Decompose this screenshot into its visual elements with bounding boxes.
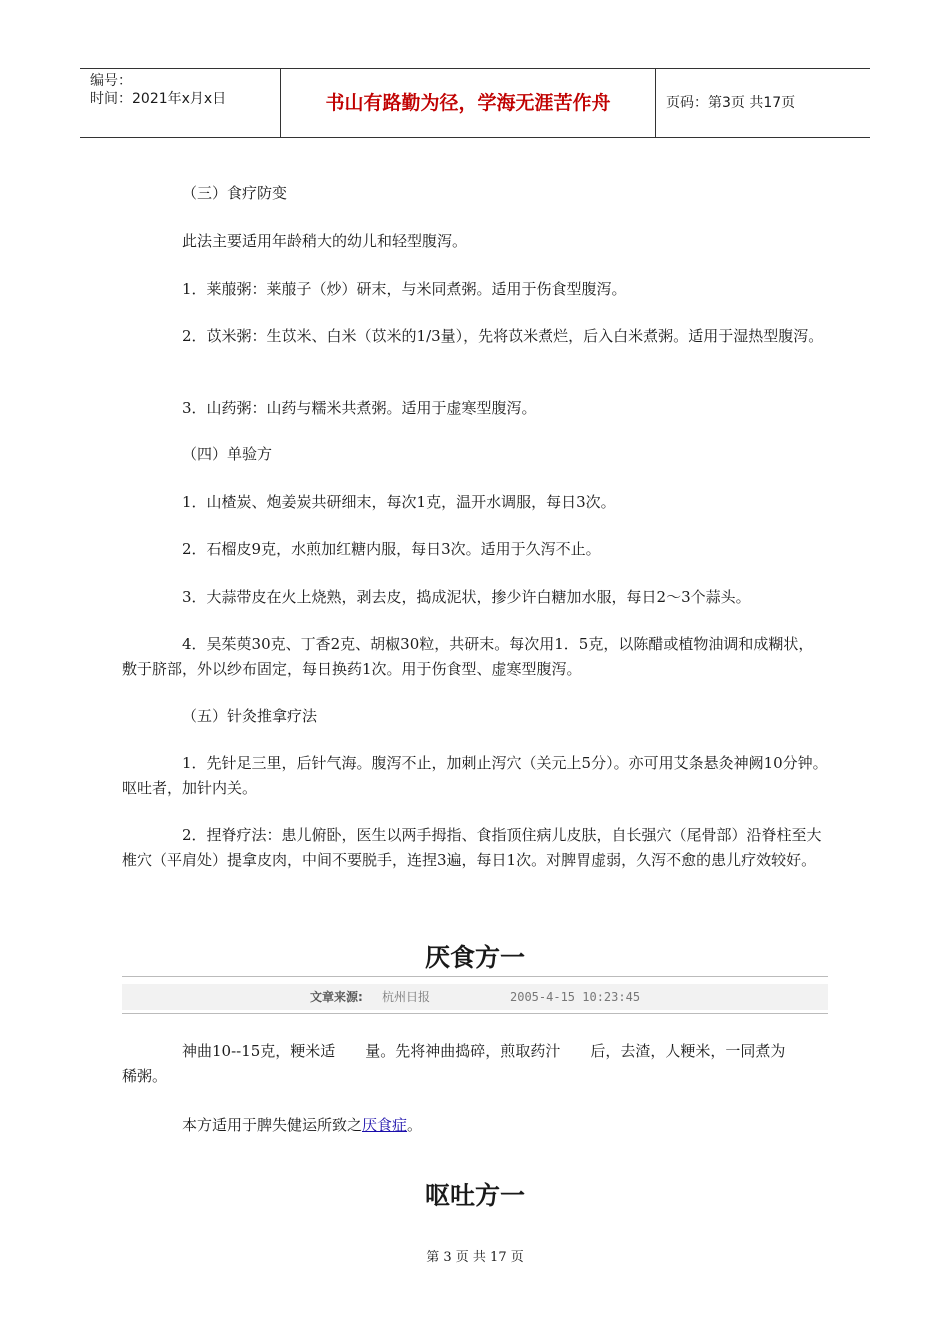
section-5-item-2: 2．捏脊疗法：患儿俯卧，医生以两手拇指、食指顶住病儿皮肤，自长强穴（尾骨部）沿脊柱至大椎穴（平肩处）提拿皮肉，中间不要脱手，连捏3遍，每日1次。对脾胃虚弱，久泻不愈的患儿疗效较好。	[122, 826, 822, 869]
article-1-paragraph-2	[122, 1113, 828, 1138]
article-1-title: 厌食方一	[424, 943, 525, 972]
section-4-heading: （四）单验方	[182, 445, 273, 463]
section-4-item-1: 1．山楂炭、炮姜炭共研细末，每次1克，温开水调服，每日3次。	[182, 493, 616, 511]
section-3-item-2: 2．苡米粥：生苡米、白米（苡米的1/3量），先将苡米煮烂，后入白米煮粥。适用于湿热型腹泻。	[182, 327, 824, 345]
header-page-info: 页码：第3页 共17页	[666, 95, 796, 111]
section-4-item-4: 4．吴茱萸30克、丁香2克、胡椒30粒，共研末。每次用1．5克，以陈醋或植物油调和成糊状，敷于脐部，外以纱布固定，每日换药1次。用于伤食型、虚寒型腹泻。	[122, 635, 814, 678]
article-1-paragraph-1: 神曲10--15克，粳米适 量。先将神曲捣碎，煎取药汁 后，去渣，人粳米，一同煮为 稀粥。	[122, 1042, 816, 1085]
paragraph-2-suffix: 。	[407, 1116, 423, 1134]
section-4-item-3: 3．大蒜带皮在火上烧熟，剥去皮，捣成泥状，掺少许白糖加水服，每日2～3个蒜头。	[182, 588, 751, 606]
paragraph-2-prefix: 本方适用于脾失健运所致之	[182, 1116, 363, 1134]
publish-datetime: 2005-4-15 10:23:45	[510, 990, 641, 1004]
section-5-item-1: 1．先针足三里，后针气海。腹泻不止，加刺止泻穴（关元上5分）。亦可用艾条悬灸神阙10分钟。呕吐者，加针内关。	[122, 754, 828, 797]
document-header	[80, 68, 870, 138]
page-footer: 第 3 页 共 17 页	[426, 1250, 524, 1265]
article-1-meta	[122, 984, 828, 1010]
article-2-title: 呕吐方一	[424, 1181, 525, 1210]
section-3-intro: 此法主要适用年龄稍大的幼儿和轻型腹泻。	[182, 232, 468, 250]
section-3-item-1: 1．莱菔粥：莱菔子（炒）研末，与米同煮粥。适用于伤食型腹泻。	[182, 280, 627, 298]
header-left-cell	[80, 69, 280, 137]
source-label: 文章来源:	[310, 990, 363, 1004]
anorexia-link[interactable]: 厌食症	[362, 1116, 408, 1134]
source-name: 杭州日报	[382, 990, 431, 1004]
date-label: 时间：2021年x月x日	[90, 91, 227, 107]
serial-number-label: 编号：	[90, 73, 132, 89]
article-1-divider	[122, 976, 828, 977]
section-3-item-3: 3．山药粥：山药与糯米共煮粥。适用于虚寒型腹泻。	[182, 399, 537, 417]
article-1-meta-divider	[122, 1013, 828, 1014]
section-3-heading: （三）食疗防变	[182, 184, 288, 202]
header-motto: 书山有路勤为径，学海无涯苦作舟	[280, 69, 656, 137]
section-4-item-2: 2．石榴皮9克，水煎加红糖内服，每日3次。适用于久泻不止。	[182, 540, 601, 558]
section-5-heading: （五）针灸推拿疗法	[182, 707, 318, 725]
